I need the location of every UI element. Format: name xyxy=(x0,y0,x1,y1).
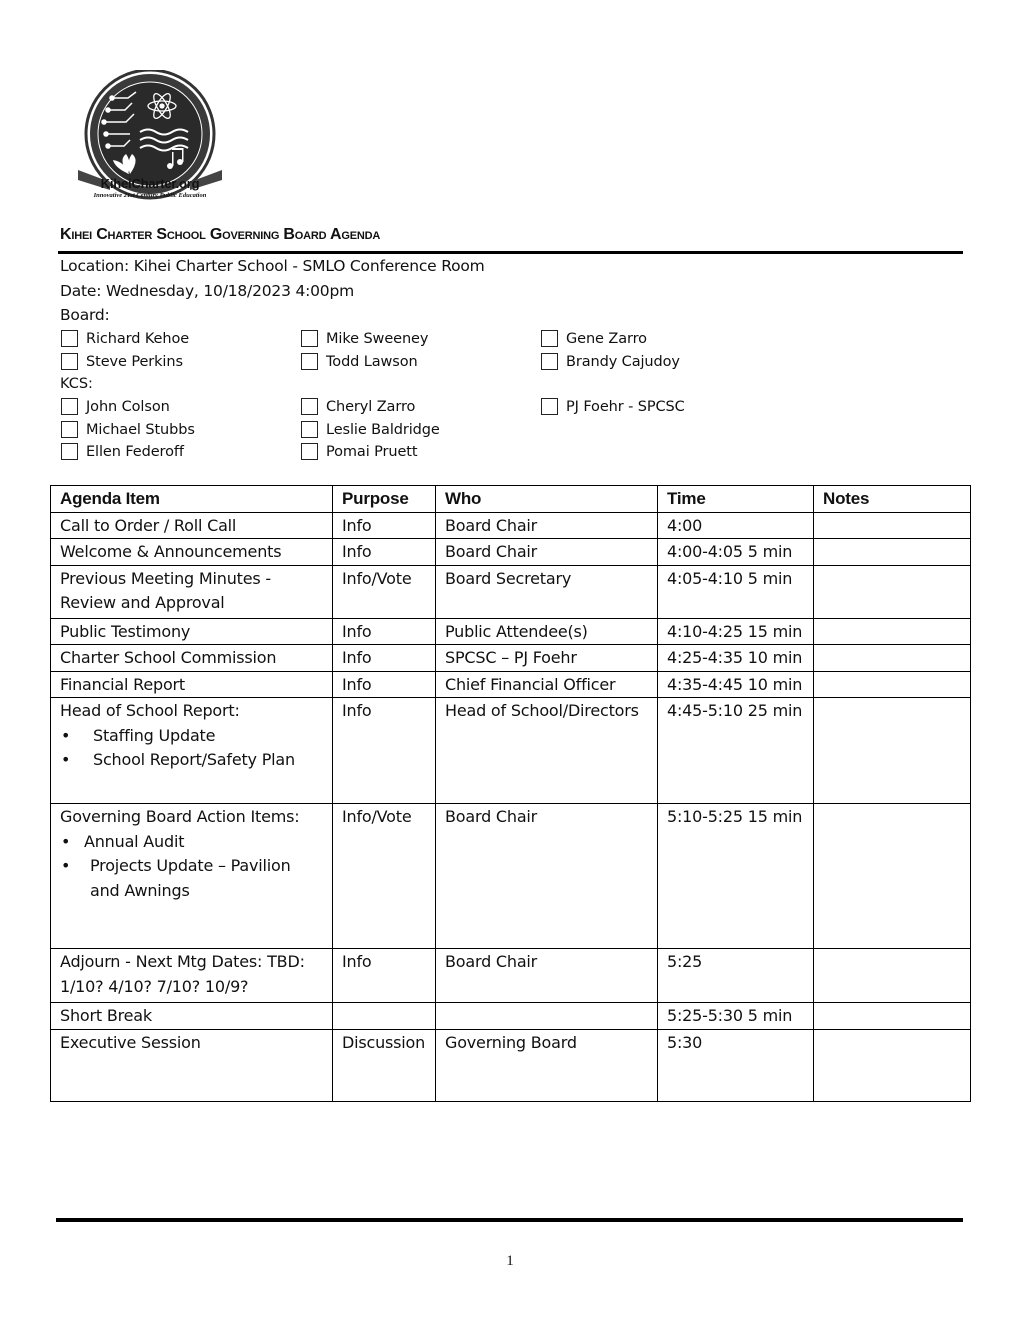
time-cell: 4:00-4:05 5 min xyxy=(658,539,814,566)
time-cell: 5:30 xyxy=(658,1029,814,1101)
column-header: Time xyxy=(658,486,814,513)
agenda-item-cell: Executive Session xyxy=(51,1029,333,1101)
table-row xyxy=(51,565,971,618)
time-cell: 4:45-5:10 25 min xyxy=(658,698,814,804)
notes-cell xyxy=(814,1029,971,1101)
attendee-checkbox[interactable] xyxy=(541,330,647,347)
agenda-item-cell: Call to Order / Roll Call xyxy=(51,512,333,539)
checkbox[interactable] xyxy=(541,353,558,370)
who-cell: Public Attendee(s) xyxy=(436,618,658,645)
time-cell: 5:25-5:30 5 min xyxy=(658,1003,814,1030)
agenda-item-cell: Adjourn - Next Mtg Dates: TBD: 1/10? 4/10? 7/10? 10/9? xyxy=(51,949,333,1003)
attendee-name: Leslie Baldridge xyxy=(326,421,440,438)
footer-rule xyxy=(56,1218,963,1222)
bullet-list xyxy=(60,724,323,773)
page-title: Kihei Charter School Governing Board Agenda xyxy=(60,226,381,243)
notes-cell xyxy=(814,618,971,645)
table-row xyxy=(51,804,971,949)
title-rule xyxy=(58,251,963,254)
attendee-name: Brandy Cajudoy xyxy=(566,353,680,370)
attendee-checkbox[interactable] xyxy=(301,421,440,438)
date-line: Date: Wednesday, 10/18/2023 4:00pm xyxy=(60,282,354,300)
checkbox[interactable] xyxy=(61,421,78,438)
agenda-item-cell: Previous Meeting Minutes - Review and Approval xyxy=(51,565,333,618)
attendee-name: Pomai Pruett xyxy=(326,443,418,460)
who-cell: Board Chair xyxy=(436,512,658,539)
who-cell xyxy=(436,1003,658,1030)
table-row xyxy=(51,645,971,672)
list-item: • School Report/Safety Plan xyxy=(60,748,323,773)
page-number: 1 xyxy=(506,1253,514,1269)
purpose-cell: Info xyxy=(333,645,436,672)
who-cell: Board Secretary xyxy=(436,565,658,618)
agenda-item-cell: Public Testimony xyxy=(51,618,333,645)
time-cell: 4:35-4:45 10 min xyxy=(658,671,814,698)
agenda-item-heading: Governing Board Action Items: xyxy=(60,807,300,826)
time-cell: 5:25 xyxy=(658,949,814,1003)
attendee-name: Steve Perkins xyxy=(86,353,183,370)
attendee-checkbox[interactable] xyxy=(61,353,183,370)
checkbox[interactable] xyxy=(301,443,318,460)
purpose-cell: Info xyxy=(333,949,436,1003)
attendee-checkbox[interactable] xyxy=(301,443,417,460)
purpose-cell: Info/Vote xyxy=(333,565,436,618)
table-row xyxy=(51,671,971,698)
logo-site-name: KiheiCharter.org xyxy=(100,176,200,191)
checkbox[interactable] xyxy=(301,330,318,347)
location-line: Location: Kihei Charter School - SMLO Conference Room xyxy=(60,257,485,275)
checkbox[interactable] xyxy=(61,443,78,460)
attendee-name: John Colson xyxy=(86,398,170,415)
time-cell: 4:25-4:35 10 min xyxy=(658,645,814,672)
checkbox[interactable] xyxy=(61,398,78,415)
who-cell: Head of School/Directors xyxy=(436,698,658,804)
checkbox[interactable] xyxy=(301,353,318,370)
column-header: Who xyxy=(436,486,658,513)
notes-cell xyxy=(814,949,971,1003)
purpose-cell: Info xyxy=(333,618,436,645)
notes-cell xyxy=(814,804,971,949)
column-header: Notes xyxy=(814,486,971,513)
attendee-name: Ellen Federoff xyxy=(86,443,184,460)
agenda-item-cell: Welcome & Announcements xyxy=(51,539,333,566)
attendee-checkbox[interactable] xyxy=(61,398,170,415)
agenda-item-cell xyxy=(51,698,333,804)
checkbox[interactable] xyxy=(541,330,558,347)
purpose-cell: Info xyxy=(333,698,436,804)
agenda-table xyxy=(50,485,971,1102)
table-header-row xyxy=(51,486,971,513)
board-label: Board: xyxy=(60,306,110,324)
attendee-name: Mike Sweeney xyxy=(326,330,429,347)
table-row xyxy=(51,618,971,645)
checkbox[interactable] xyxy=(61,353,78,370)
column-header: Purpose xyxy=(333,486,436,513)
attendee-checkbox[interactable] xyxy=(301,398,415,415)
bullet-list xyxy=(60,830,323,904)
attendee-name: Todd Lawson xyxy=(326,353,418,370)
notes-cell xyxy=(814,1003,971,1030)
purpose-cell xyxy=(333,1003,436,1030)
who-cell: Governing Board xyxy=(436,1029,658,1101)
attendee-checkbox[interactable] xyxy=(61,330,189,347)
purpose-cell: Info xyxy=(333,671,436,698)
time-cell: 4:10-4:25 15 min xyxy=(658,618,814,645)
who-cell: Board Chair xyxy=(436,949,658,1003)
attendee-name: Richard Kehoe xyxy=(86,330,190,347)
who-cell: SPCSC – PJ Foehr xyxy=(436,645,658,672)
purpose-cell: Discussion xyxy=(333,1029,436,1101)
table-row xyxy=(51,539,971,566)
attendee-name: Gene Zarro xyxy=(566,330,647,347)
agenda-item-cell: Charter School Commission xyxy=(51,645,333,672)
logo-tagline: Innovative 21st Century Public Education xyxy=(93,192,207,199)
notes-cell xyxy=(814,565,971,618)
notes-cell xyxy=(814,671,971,698)
table-row xyxy=(51,949,971,1003)
who-cell: Chief Financial Officer xyxy=(436,671,658,698)
kcs-label: KCS: xyxy=(60,376,93,392)
notes-cell xyxy=(814,698,971,804)
notes-cell xyxy=(814,539,971,566)
list-item: • Annual Audit xyxy=(60,830,323,855)
attendee-checkbox[interactable] xyxy=(541,353,680,370)
time-cell: 5:10-5:25 15 min xyxy=(658,804,814,949)
notes-cell xyxy=(814,512,971,539)
attendee-checkbox[interactable] xyxy=(301,353,418,370)
attendee-name: PJ Foehr - SPCSC xyxy=(566,398,685,415)
table-row xyxy=(51,698,971,804)
time-cell: 4:05-4:10 5 min xyxy=(658,565,814,618)
attendee-name: Michael Stubbs xyxy=(86,421,195,438)
who-cell: Board Chair xyxy=(436,804,658,949)
list-item: • Projects Update – Pavilion and Awnings xyxy=(60,854,323,903)
attendee-checkbox[interactable] xyxy=(61,421,195,438)
attendee-checkbox[interactable] xyxy=(301,330,428,347)
table-row xyxy=(51,1003,971,1030)
table-row xyxy=(51,1029,971,1101)
who-cell: Board Chair xyxy=(436,539,658,566)
notes-cell xyxy=(814,645,971,672)
checkbox[interactable] xyxy=(301,421,318,438)
purpose-cell: Info xyxy=(333,539,436,566)
attendee-name: Cheryl Zarro xyxy=(326,398,416,415)
attendee-checkbox[interactable] xyxy=(61,443,184,460)
agenda-item-cell: Short Break xyxy=(51,1003,333,1030)
attendee-checkbox[interactable] xyxy=(541,398,685,415)
checkbox[interactable] xyxy=(61,330,78,347)
purpose-cell: Info xyxy=(333,512,436,539)
checkbox[interactable] xyxy=(301,398,318,415)
agenda-item-cell xyxy=(51,804,333,949)
table-row xyxy=(51,512,971,539)
agenda-item-cell: Financial Report xyxy=(51,671,333,698)
checkbox[interactable] xyxy=(541,398,558,415)
list-item: • Staffing Update xyxy=(60,724,323,749)
agenda-item-heading: Head of School Report: xyxy=(60,701,240,720)
column-header: Agenda Item xyxy=(51,486,333,513)
time-cell: 4:00 xyxy=(658,512,814,539)
purpose-cell: Info/Vote xyxy=(333,804,436,949)
